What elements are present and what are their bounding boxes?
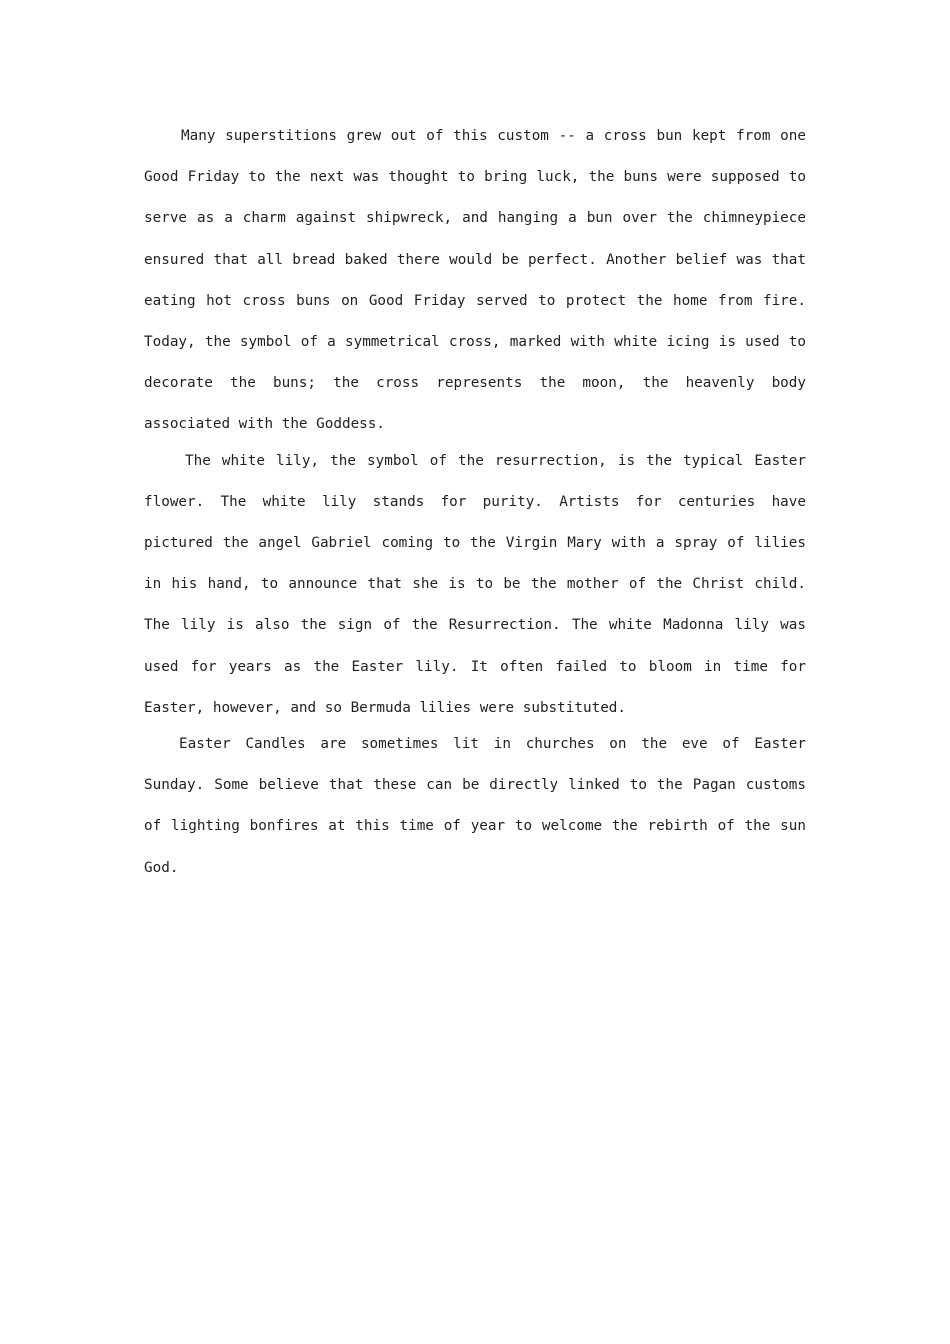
paragraph-easter-candles: Easter Candles are sometimes lit in churches on the eve of Easter Sunday. Some believe that these can be directly linked to the Pagan customs of lighting bonfires at this time of year to welcome the rebirth of the sun God.: [144, 736, 806, 876]
document-body: [144, 116, 806, 889]
paragraph-hot-cross-buns: Many superstitions grew out of this custom -- a cross bun kept from one Good Friday to the next was thought to bring luck, the buns were supposed to serve as a charm against shipwreck, and hanging a bun over the chimneypiece ensured that all bread baked there would be perfect. Another belief was that eating hot cross buns on Good Friday served to protect the home from fire. Today, the symbol of a symmetrical cross, marked with white icing is used to decorate the buns; the cross represents the moon, the heavenly body associated with the Goddess.: [144, 128, 806, 433]
paragraph-white-lily: The white lily, the symbol of the resurrection, is the typical Easter flower. The white lily stands for purity. Artists for centuries have pictured the angel Gabriel coming to the Virgin Mary with a spray of lilies in his hand, to announce that she is to be the mother of the Christ child. The lily is also the sign of the Resurrection. The white Madonna lily was used for years as the Easter lily. It often failed to bloom in time for Easter, however, and so Bermuda lilies were substituted.: [144, 452, 806, 716]
